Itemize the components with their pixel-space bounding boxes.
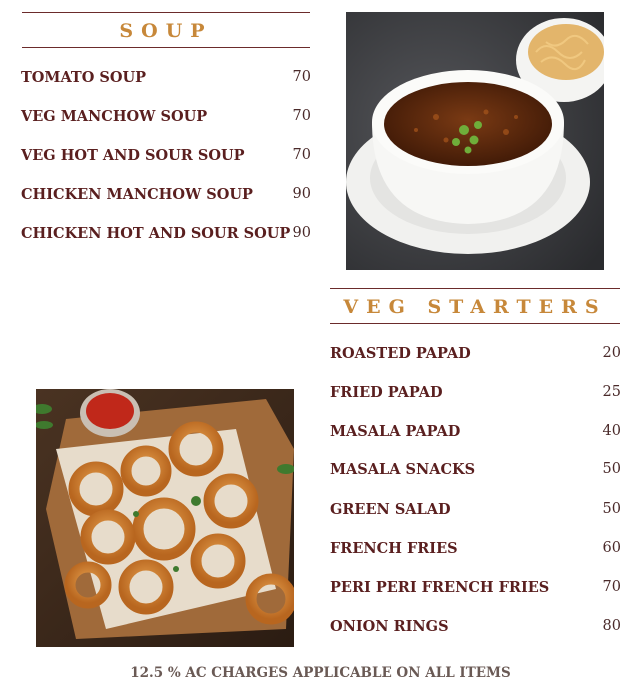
menu-item-name: PERI PERI FRENCH FRIES <box>330 578 550 596</box>
menu-item-price: 70 <box>292 108 311 124</box>
menu-item-price: 70 <box>292 147 311 163</box>
menu-item-row <box>330 616 621 636</box>
menu-item-name: VEG HOT AND SOUR SOUP <box>21 146 245 164</box>
onion-rings-photo <box>36 389 294 647</box>
menu-item-price: 40 <box>602 423 621 439</box>
soup-photo <box>346 12 604 270</box>
soup-bowl-illustration <box>346 12 604 270</box>
veg-starters-title-top-rule <box>330 288 620 289</box>
menu-item-price: 25 <box>602 384 621 400</box>
menu-item-name: CHICKEN HOT AND SOUR SOUP <box>21 224 291 242</box>
menu-item-name: VEG MANCHOW SOUP <box>21 107 208 125</box>
menu-item-name: FRENCH FRIES <box>330 539 458 557</box>
menu-item-row <box>330 343 621 363</box>
menu-item-row <box>21 67 311 87</box>
menu-item-price: 50 <box>602 501 621 517</box>
menu-item-row <box>330 459 621 479</box>
menu-item-name: MASALA PAPAD <box>330 422 461 440</box>
menu-item-name: ROASTED PAPAD <box>330 344 471 362</box>
menu-item-row <box>21 106 311 126</box>
menu-item-name: ONION RINGS <box>330 617 449 635</box>
menu-item-price: 70 <box>602 579 621 595</box>
menu-item-name: MASALA SNACKS <box>330 460 476 478</box>
onion-rings-illustration <box>36 389 294 647</box>
menu-item-row <box>330 421 621 441</box>
menu-item-row <box>21 145 311 165</box>
menu-item-price: 90 <box>292 186 311 202</box>
soup-title-bottom-rule <box>22 47 310 48</box>
soup-section-title: SOUP <box>119 20 213 42</box>
menu-item-row <box>330 577 621 597</box>
menu-item-name: CHICKEN MANCHOW SOUP <box>21 185 253 203</box>
veg-starters-title-bottom-rule <box>330 323 620 324</box>
menu-item-row <box>330 382 621 402</box>
menu-item-name: TOMATO SOUP <box>21 68 147 86</box>
menu-item-row <box>330 499 621 519</box>
menu-item-price: 80 <box>602 618 621 634</box>
menu-item-price: 50 <box>602 461 621 477</box>
veg-starters-section-title: VEG STARTERS <box>343 296 607 318</box>
soup-title-top-rule <box>22 12 310 13</box>
menu-item-price: 70 <box>292 69 311 85</box>
menu-item-price: 20 <box>602 345 621 361</box>
menu-item-name: FRIED PAPAD <box>330 383 443 401</box>
menu-item-row <box>330 538 621 558</box>
menu-item-name: GREEN SALAD <box>330 500 451 518</box>
menu-item-row <box>21 184 311 204</box>
ac-charges-note: 12.5 % AC CHARGES APPLICABLE ON ALL ITEMS <box>130 665 511 681</box>
menu-item-price: 90 <box>292 225 311 241</box>
menu-item-row <box>21 223 311 243</box>
menu-item-price: 60 <box>602 540 621 556</box>
